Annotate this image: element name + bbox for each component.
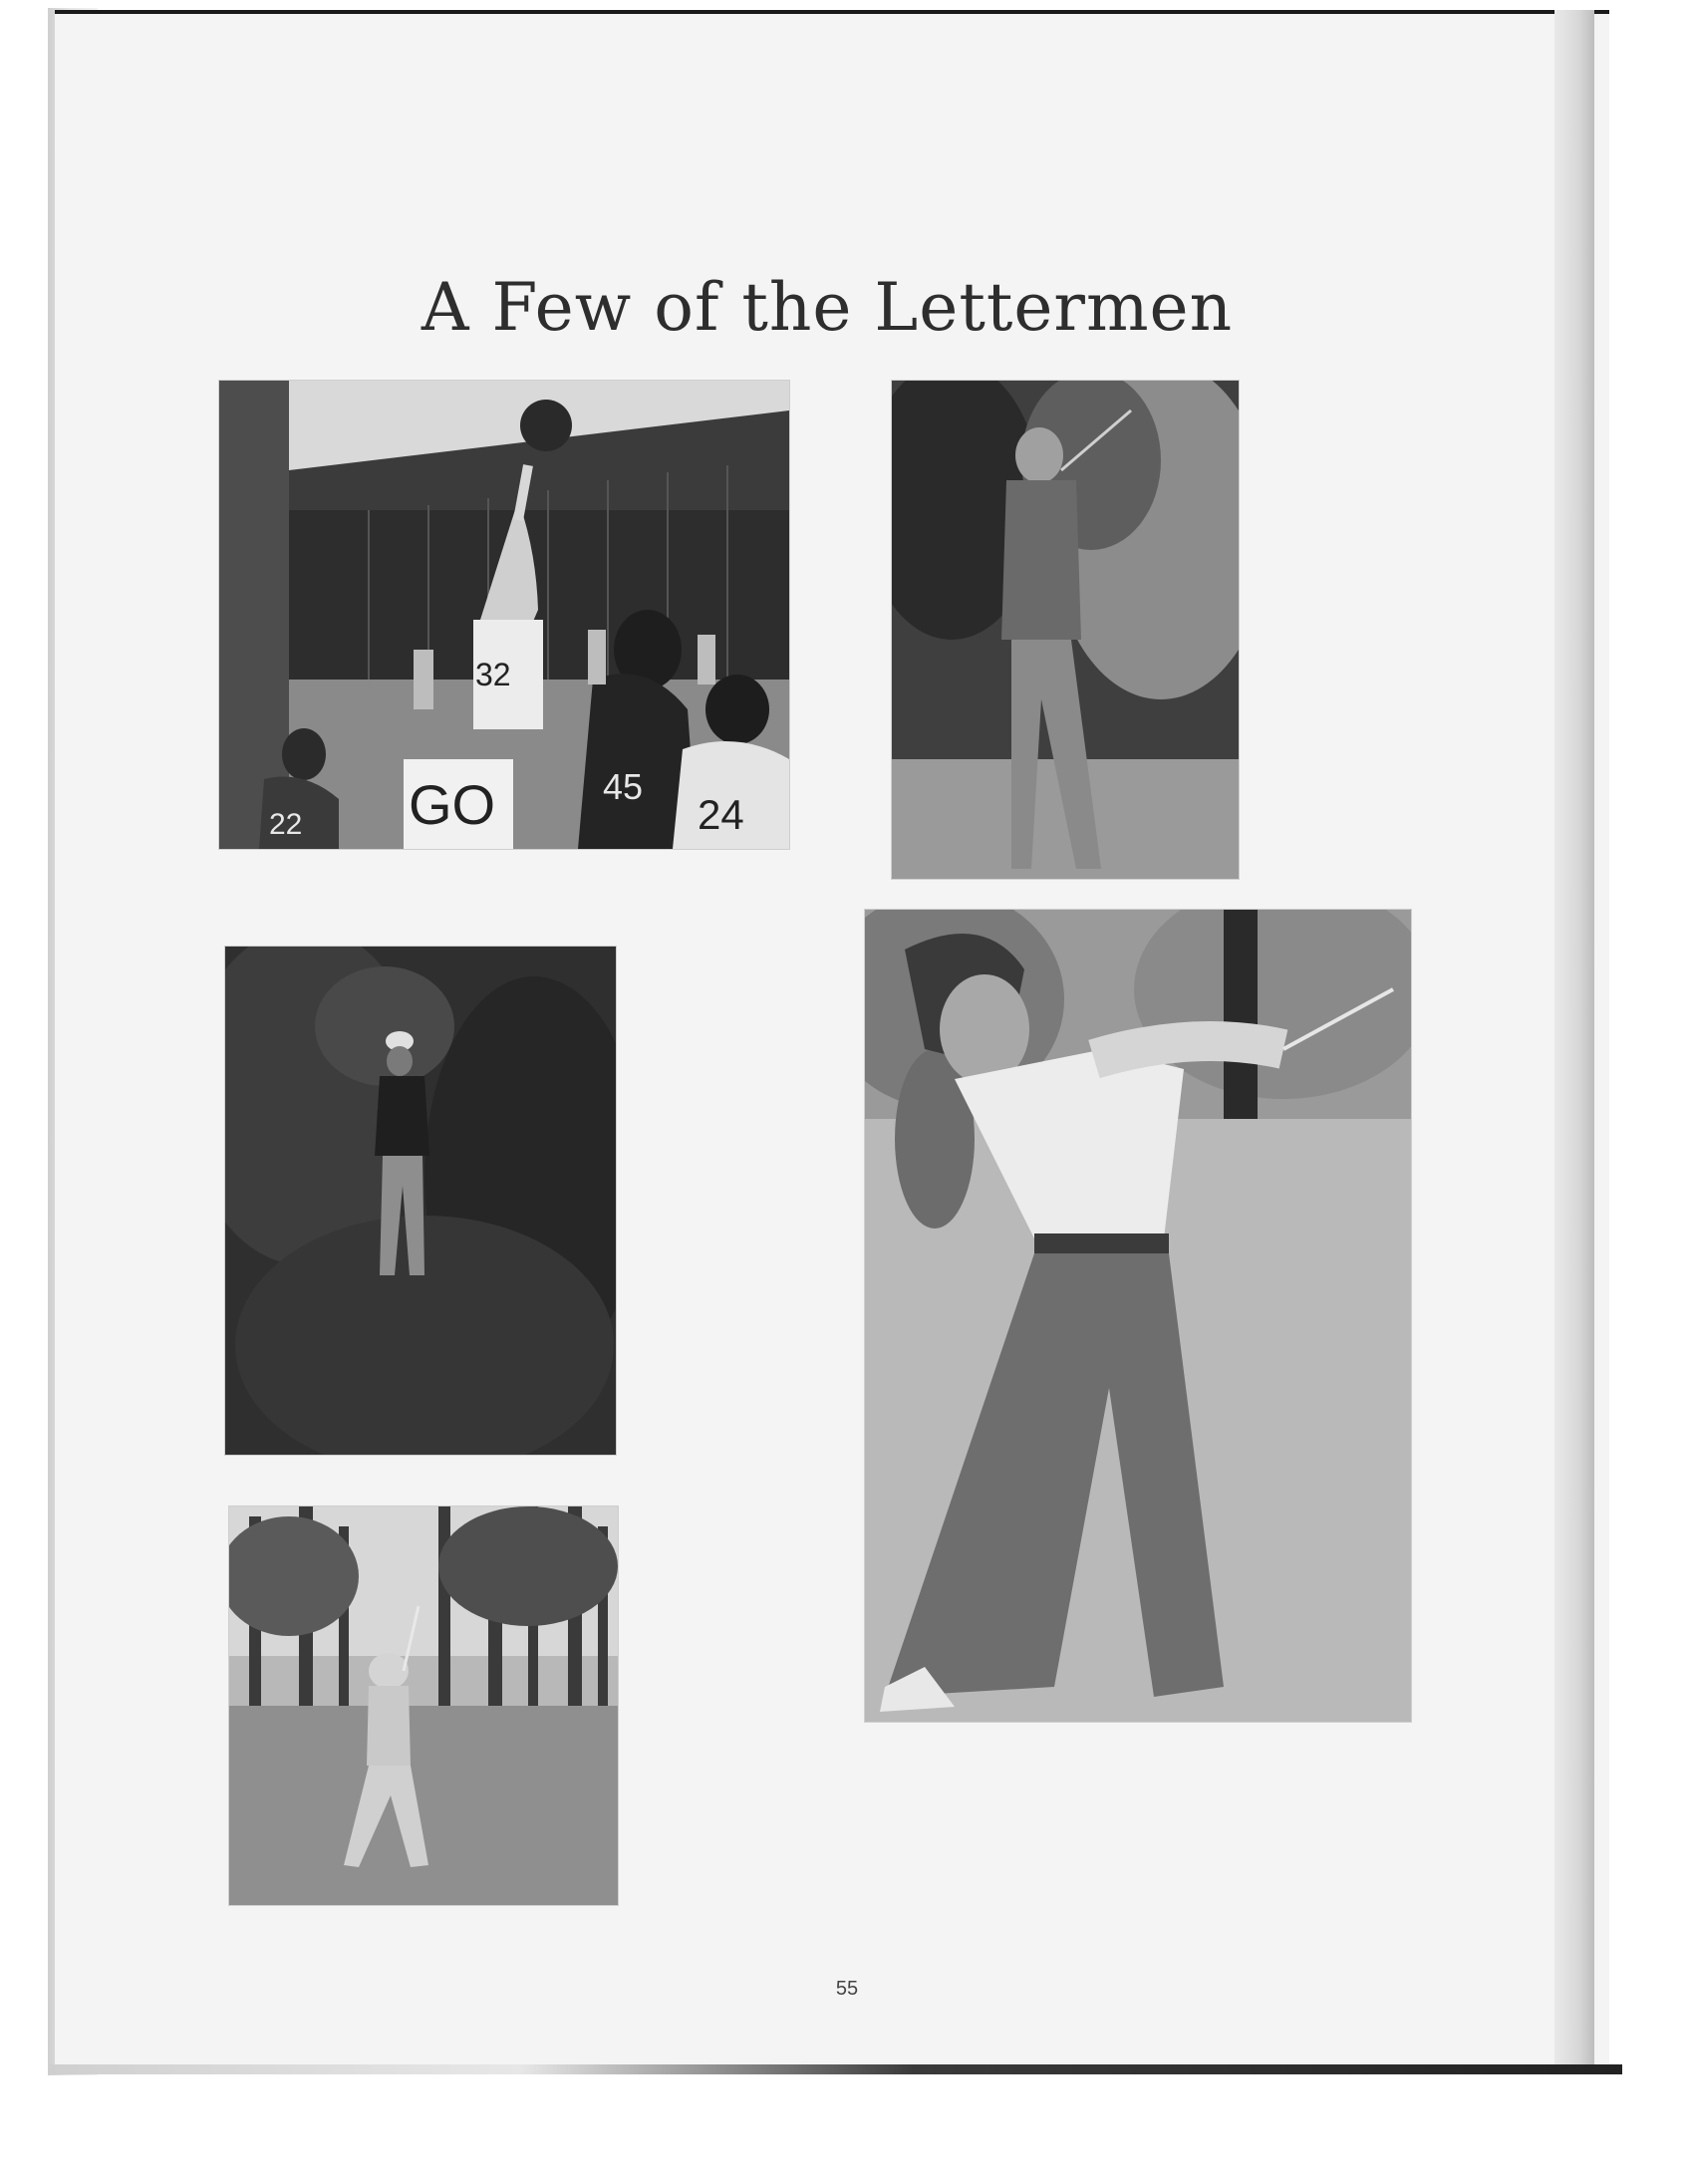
photo-golfer-watching bbox=[892, 381, 1239, 879]
page-right-edge bbox=[1554, 10, 1594, 2067]
photo-golfer-fairway bbox=[229, 1506, 618, 1905]
jersey-number-32: 32 bbox=[475, 657, 511, 692]
photo-golfer-follow-through bbox=[865, 910, 1411, 1722]
page-title: A Few of the Lettermen bbox=[421, 269, 1234, 346]
photo-basketball bbox=[219, 381, 789, 849]
jersey-number-45: 45 bbox=[603, 766, 644, 807]
jersey-number-22: 22 bbox=[269, 808, 303, 841]
sign-text: GO bbox=[409, 773, 496, 836]
page-bottom-edge bbox=[48, 2064, 1622, 2074]
page-number: 55 bbox=[835, 1978, 859, 2000]
jersey-number-24: 24 bbox=[698, 791, 744, 838]
photo-golfer-in-trees bbox=[225, 947, 616, 1455]
